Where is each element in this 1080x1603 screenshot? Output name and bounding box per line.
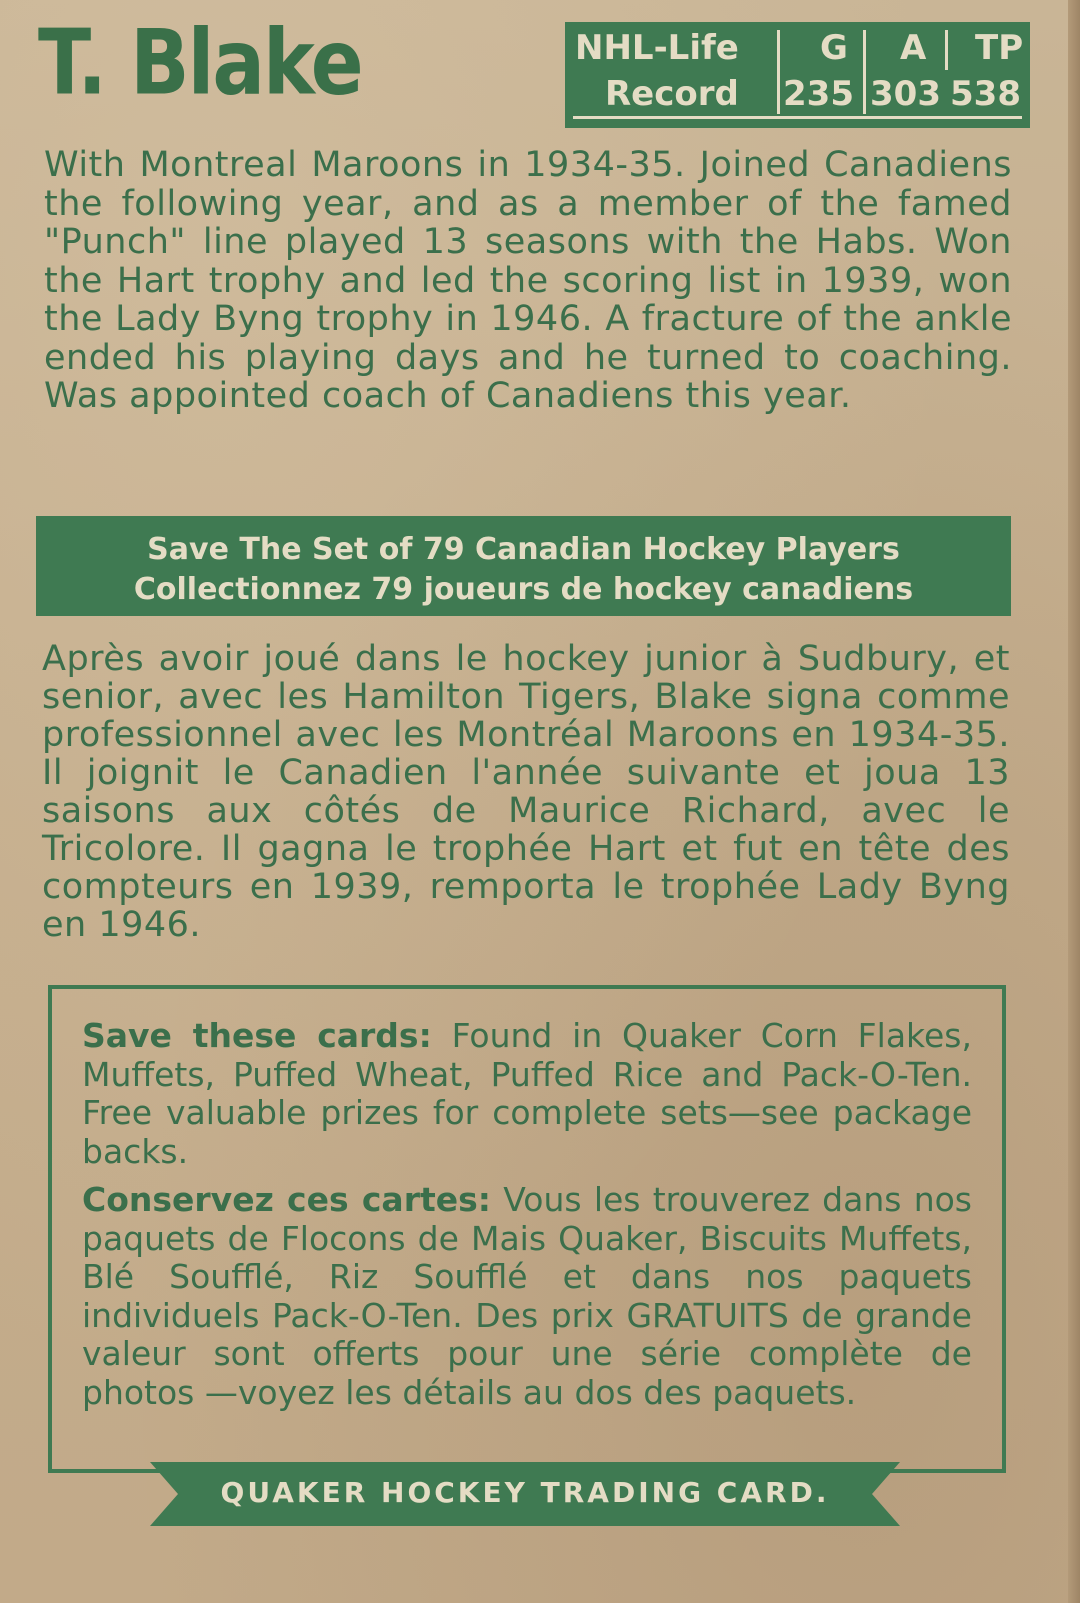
promo-french-heading: Conservez ces cartes: [82,1180,491,1219]
promo-box [48,985,1006,1473]
record-divider [777,30,780,114]
french-biography: Après avoir joué dans le hockey junior à Sudbury, et senior, avec les Hamilton Tigers, Blake signa comme professionnel avec les Montréal Maroons en 1934-35. Il joignit le Canadien l'année suivante et joua 13 saisons aux côtés de Maurice Richard, avec le Tricolore. Il gagna le trophée Hart et fut en tête des compteurs en 1939, remporta le trophée Lady Byng en 1946. [42,639,1010,945]
promo-text [82,1017,972,1422]
nhl-life-record-box [565,22,1030,128]
record-divider [945,30,948,70]
record-label-line2: Record [605,74,739,114]
player-name: T. Blake [38,12,362,116]
record-value-total-points: 538 [950,74,1021,114]
record-label-line1: NHL-Life [575,28,739,68]
record-header-row [565,26,1030,70]
record-header-goals: G [820,28,848,68]
english-biography: With Montreal Maroons in 1934-35. Joined Canadiens the following year, and as a member of the famed "Punch" line played 13 seasons with the Habs. Won the Hart trophy and led the scoring list in 1939, won the Lady Byng trophy in 1946. A fracture of the ankle ended his playing days and he turned to coaching. Was appointed coach of Canadiens this year. [44,145,1012,416]
record-value-row [565,72,1030,116]
quaker-ribbon [150,1458,900,1530]
promo-english [82,1017,972,1171]
promo-english-body: Found in Quaker Corn Flakes, Muffets, Puffed Wheat, Puffed Rice and Pack-O-Ten. Free valuable prizes for complete sets—see package backs. [82,1016,972,1171]
ribbon-label: QUAKER HOCKEY TRADING CARD. [220,1476,830,1509]
record-header-total-points: TP [975,28,1024,68]
promo-english-heading: Save these cards: [82,1016,432,1055]
save-set-banner [36,516,1011,616]
banner-line-french: Collectionnez 79 joueurs de hockey canadiens [133,572,914,607]
record-value-goals: 235 [783,74,854,114]
banner-line-english: Save The Set of 79 Canadian Hockey Players [147,532,900,567]
card-edge [1068,0,1080,1603]
promo-french [82,1181,972,1412]
record-underline [573,116,1022,119]
record-value-assists: 303 [870,74,941,114]
promo-french-body: Vous les trouverez dans nos paquets de Flocons de Mais Quaker, Biscuits Muffets, Blé Soufflé, Riz Soufflé et dans nos paquets individuels Pack-O-Ten. Des prix GRATUITS de grande valeur sont offerts pour une série complète de photos —voyez les détails au dos des paquets. [82,1180,972,1412]
record-divider [863,30,866,114]
record-header-assists: A [900,28,927,68]
